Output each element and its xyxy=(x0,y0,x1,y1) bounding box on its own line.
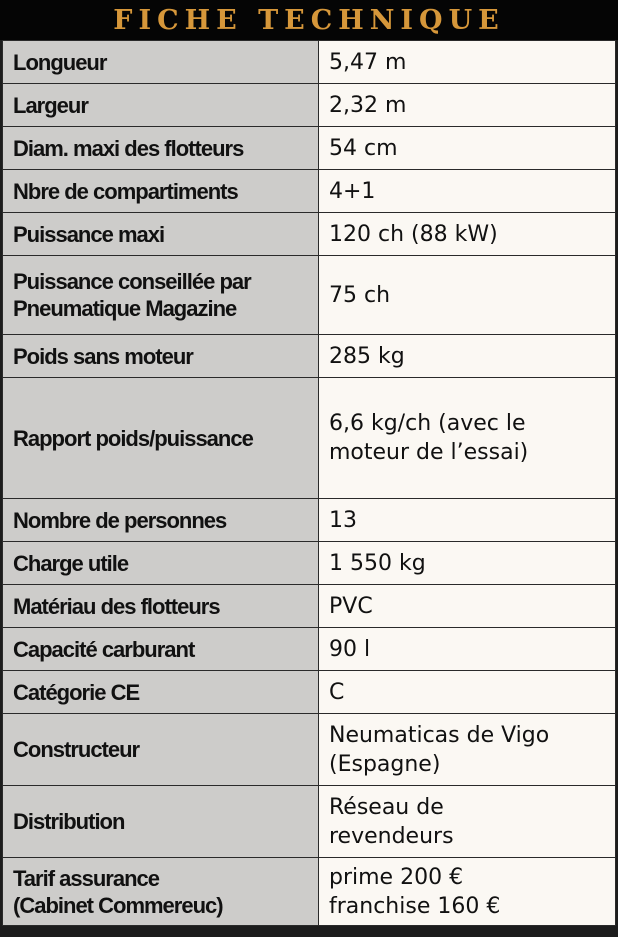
row-label-line: (Cabinet Commereuc) xyxy=(13,892,223,918)
row-label: Poids sans moteur xyxy=(3,335,319,378)
row-label: Matériau des flotteurs xyxy=(3,585,319,628)
row-label: Nbre de compartiments xyxy=(3,170,319,213)
table-row xyxy=(3,499,616,542)
row-value: 1 550 kg xyxy=(319,542,616,585)
row-value-line: franchise 160 € xyxy=(329,893,501,919)
row-value xyxy=(319,714,616,786)
row-value-line: 6,6 kg/ch (avec le xyxy=(329,411,526,436)
table-row xyxy=(3,170,616,213)
table-row xyxy=(3,786,616,858)
row-value-line: Réseau de xyxy=(329,794,444,820)
sheet-title: FICHE TECHNIQUE xyxy=(113,4,505,36)
table-row xyxy=(3,542,616,585)
row-label: Rapport poids/puissance xyxy=(3,378,319,499)
row-label: Longueur xyxy=(3,41,319,84)
row-value: 285 kg xyxy=(319,335,616,378)
row-value xyxy=(319,858,616,926)
table-row xyxy=(3,41,616,84)
table-row xyxy=(3,84,616,127)
table-row xyxy=(3,858,616,926)
row-value: 90 l xyxy=(319,628,616,671)
row-value: 13 xyxy=(319,499,616,542)
table-row xyxy=(3,671,616,714)
header-bar xyxy=(0,0,618,40)
row-value: 75 ch xyxy=(319,256,616,335)
row-label: Catégorie CE xyxy=(3,671,319,714)
table-row xyxy=(3,335,616,378)
row-label: Puissance maxi xyxy=(3,213,319,256)
row-value-line: moteur de l’essai) xyxy=(329,440,529,465)
row-value: 5,47 m xyxy=(319,41,616,84)
row-label: Distribution xyxy=(3,786,319,858)
row-value-line: Neumaticas de Vigo xyxy=(329,722,550,748)
table-row xyxy=(3,714,616,786)
table-row xyxy=(3,256,616,335)
row-label: Constructeur xyxy=(3,714,319,786)
row-label xyxy=(3,858,319,926)
table-row xyxy=(3,213,616,256)
row-value-line: (Espagne) xyxy=(329,751,441,777)
row-label: Capacité carburant xyxy=(3,628,319,671)
row-label: Nombre de personnes xyxy=(3,499,319,542)
row-value: 54 cm xyxy=(319,127,616,170)
row-value: 120 ch (88 kW) xyxy=(319,213,616,256)
row-label-line: Pneumatique Magazine xyxy=(13,296,237,321)
row-value xyxy=(319,378,616,499)
row-label-line: Puissance conseillée par xyxy=(13,269,251,294)
row-label-line: Tarif assurance xyxy=(13,865,160,891)
row-label xyxy=(3,256,319,335)
row-label: Diam. maxi des flotteurs xyxy=(3,127,319,170)
spec-table xyxy=(2,40,616,926)
row-value-line: prime 200 € xyxy=(329,864,464,890)
row-label: Largeur xyxy=(3,84,319,127)
row-value: 2,32 m xyxy=(319,84,616,127)
table-row xyxy=(3,378,616,499)
row-value: C xyxy=(319,671,616,714)
row-value: PVC xyxy=(319,585,616,628)
table-row xyxy=(3,585,616,628)
row-value xyxy=(319,786,616,858)
table-row xyxy=(3,628,616,671)
row-value: 4+1 xyxy=(319,170,616,213)
row-value-line: revendeurs xyxy=(329,823,454,849)
table-row xyxy=(3,127,616,170)
row-label: Charge utile xyxy=(3,542,319,585)
